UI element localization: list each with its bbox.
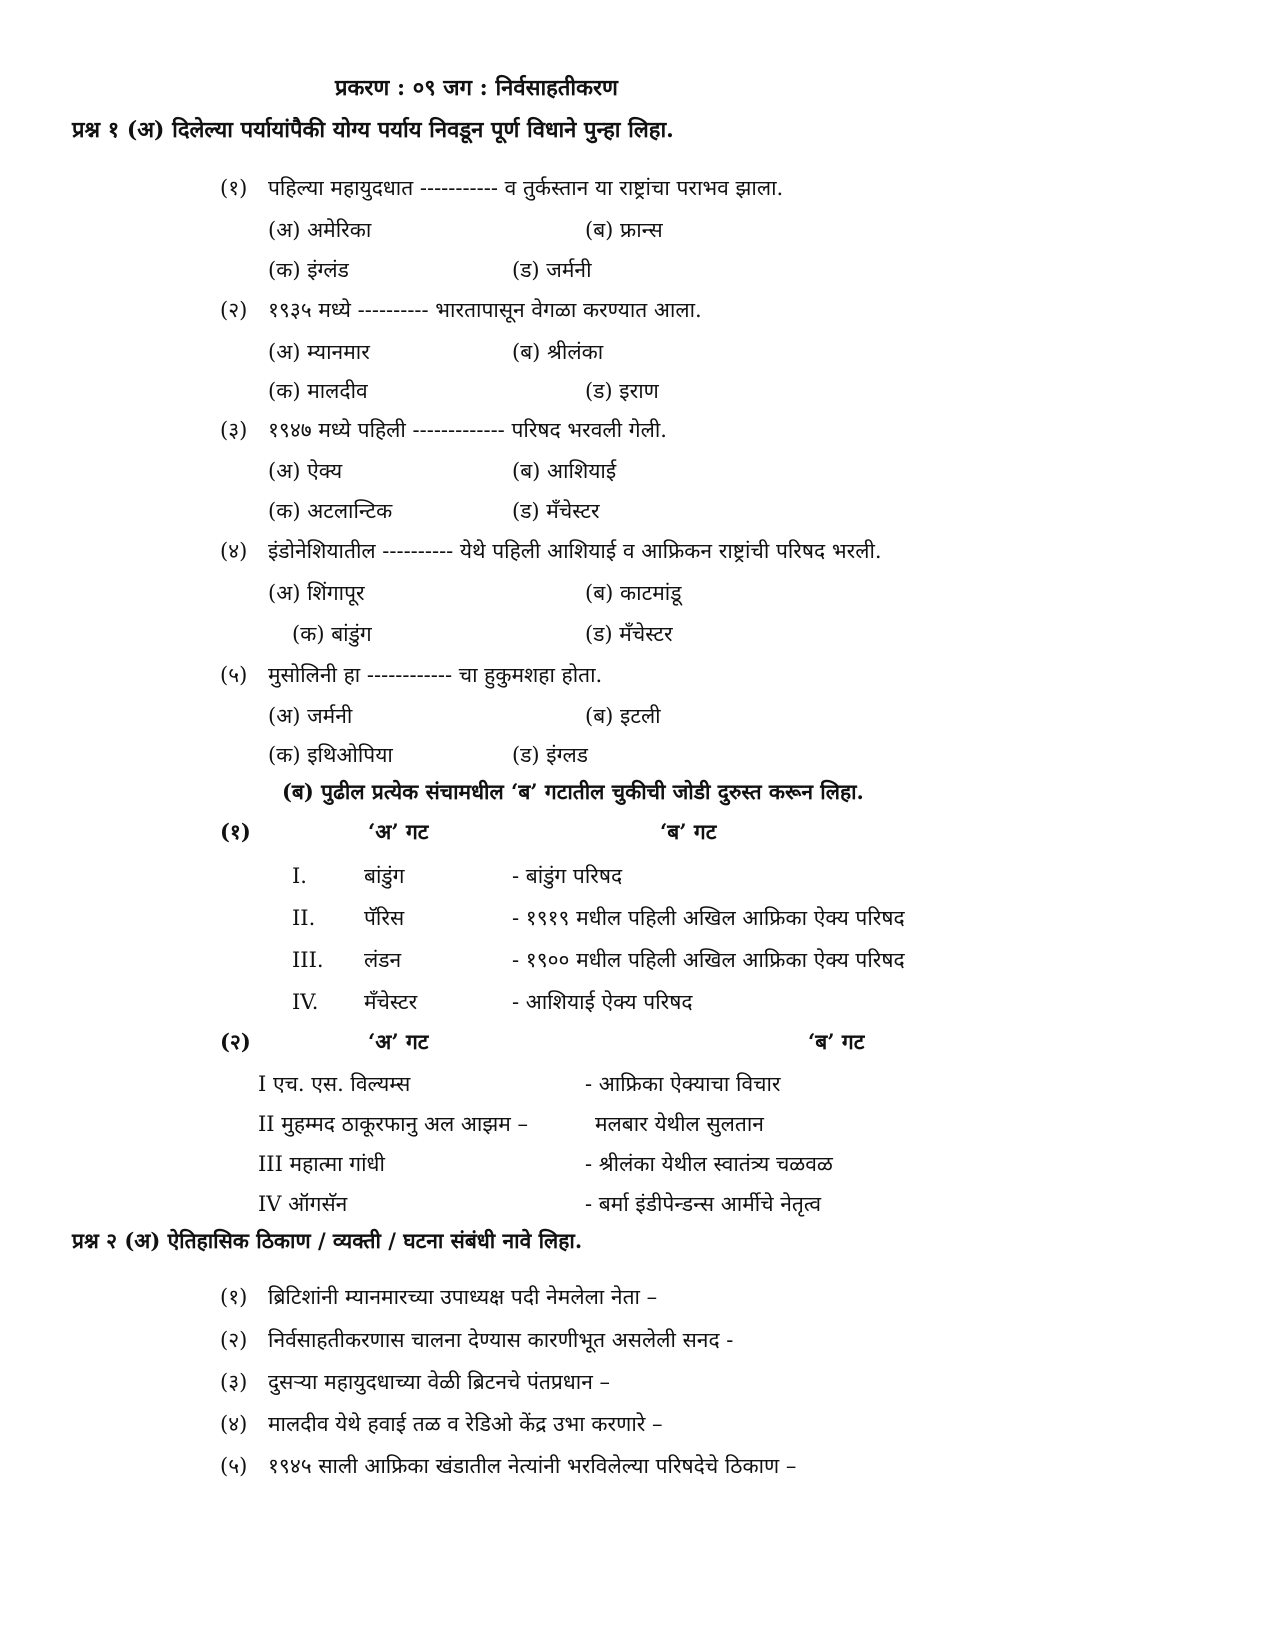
set2-col-b-header: ‘ब’ गट xyxy=(808,1029,865,1054)
q2-item-5-number: (५) xyxy=(220,1454,248,1478)
q1-item-4-option-c: (क) बांडुंग xyxy=(292,622,372,646)
set2-row-4-a: IV ऑगसॅन xyxy=(258,1192,348,1216)
set2-row-3-b: - श्रीलंका येथील स्वातंत्र्य चळवळ xyxy=(585,1152,833,1176)
set2-row-2-b: मलबार येथील सुलतान xyxy=(595,1112,764,1136)
q1-item-4-stem: इंडोनेशियातील ---------- येथे पहिली आशियाई व आफ्रिकन राष्ट्रांची परिषद भरली. xyxy=(268,539,882,563)
set1-row-3-roman: III. xyxy=(292,948,324,972)
set2-row-4-b: - बर्मा इंडीपेन्डन्स आर्मीचे नेतृत्व xyxy=(585,1192,822,1216)
q2-item-3-number: (३) xyxy=(220,1370,248,1394)
q2-item-4-number: (४) xyxy=(220,1412,248,1436)
q1-item-2-stem: १९३५ मध्ये ---------- भारतापासून वेगळा करण्यात आला. xyxy=(268,298,702,322)
q1-item-3-number: (३) xyxy=(220,418,248,442)
set1-col-b-header: ‘ब’ गट xyxy=(660,819,717,844)
q1b-heading: (ब) पुढील प्रत्येक संचामधील ‘ब’ गटातील चुकीची जोडी दुरुस्त करून लिहा. xyxy=(282,779,864,804)
q1-item-2-option-b: (ब) श्रीलंका xyxy=(512,340,604,364)
q1-item-1-option-d: (ड) जर्मनी xyxy=(512,258,592,282)
set2-row-3-a: III महात्मा गांधी xyxy=(258,1152,385,1176)
q1-item-5-option-b: (ब) इटली xyxy=(585,704,661,728)
q1-item-2-option-c: (क) मालदीव xyxy=(268,379,368,403)
set1-number: (१) xyxy=(220,819,251,844)
q1-item-3-stem: १९४७ मध्ये पहिली ------------- परिषद भरवली गेली. xyxy=(268,418,667,442)
q1-item-2-option-d: (ड) इराण xyxy=(585,379,659,403)
q1-item-3-option-c: (क) अटलान्टिक xyxy=(268,499,393,523)
q1-item-5-stem: मुसोलिनी हा ------------ चा हुकुमशहा होता. xyxy=(268,663,603,687)
q1-item-4-option-a: (अ) शिंगापूर xyxy=(268,581,365,605)
q1-item-4-number: (४) xyxy=(220,539,248,563)
q1-item-5-option-c: (क) इथिओपिया xyxy=(268,743,393,767)
set2-row-1-a: I एच. एस. विल्यम्स xyxy=(258,1072,411,1096)
q2-item-1-text: ब्रिटिशांनी म्यानमारच्या उपाध्यक्ष पदी नेमलेला नेता – xyxy=(268,1285,658,1309)
q1-item-1-option-b: (ब) फ्रान्स xyxy=(585,218,663,242)
q2-item-5-text: १९४५ साली आफ्रिका खंडातील नेत्यांनी भरविलेल्या परिषदेचे ठिकाण – xyxy=(268,1454,797,1478)
set1-row-1-b: - बांडुंग परिषद xyxy=(512,864,623,888)
set1-row-4-roman: IV. xyxy=(292,990,319,1014)
set2-number: (२) xyxy=(220,1029,251,1054)
q1-item-4-option-b: (ब) काटमांडू xyxy=(585,581,682,605)
q1-item-5-option-d: (ड) इंग्लड xyxy=(512,743,588,767)
q1-item-3-option-a: (अ) ऐक्य xyxy=(268,459,343,483)
set1-row-4-a: मँचेस्टर xyxy=(364,990,418,1014)
set1-row-1-a: बांडुंग xyxy=(364,864,405,888)
set1-row-2-b: - १९१९ मधील पहिली अखिल आफ्रिका ऐक्य परिषद xyxy=(512,906,905,930)
set2-row-1-b: - आफ्रिका ऐक्याचा विचार xyxy=(585,1072,781,1096)
q1-item-1-option-a: (अ) अमेरिका xyxy=(268,218,372,242)
q1-item-5-number: (५) xyxy=(220,663,248,687)
chapter-title: प्रकरण : ०९ जग : निर्वसाहतीकरण xyxy=(335,75,618,101)
set1-row-3-a: लंडन xyxy=(364,948,402,972)
set1-row-4-b: - आशियाई ऐक्य परिषद xyxy=(512,990,693,1014)
q2-item-4-text: मालदीव येथे हवाई तळ व रेडिओ केंद्र उभा करणारे – xyxy=(268,1412,663,1436)
q1-heading: प्रश्न १ (अ) दिलेल्या पर्यायांपैकी योग्य पर्याय निवडून पूर्ण विधाने पुन्हा लिहा. xyxy=(72,117,674,143)
set1-col-a-header: ‘अ’ गट xyxy=(368,819,429,844)
q1-item-3-option-d: (ड) मँचेस्टर xyxy=(512,499,600,523)
q1-item-1-stem: पहिल्या महायुदधात ----------- व तुर्कस्तान या राष्ट्रांचा पराभव झाला. xyxy=(268,176,784,200)
set1-row-2-a: पॅरिस xyxy=(364,906,405,930)
q2-item-3-text: दुसऱ्या महायुदधाच्या वेळी ब्रिटनचे पंतप्रधान – xyxy=(268,1370,611,1394)
set1-row-1-roman: I. xyxy=(292,864,307,888)
set2-row-2-a: II मुहम्मद ठाकूरफानु अल आझम – xyxy=(258,1112,528,1136)
q1-item-1-number: (१) xyxy=(220,176,248,200)
q1-item-1-option-c: (क) इंग्लंड xyxy=(268,258,349,282)
q2-item-2-text: निर्वसाहतीकरणास चालना देण्यास कारणीभूत असलेली सनद - xyxy=(268,1328,734,1352)
set2-col-a-header: ‘अ’ गट xyxy=(368,1029,429,1054)
q1-item-4-option-d: (ड) मँचेस्टर xyxy=(585,622,673,646)
q2-item-1-number: (१) xyxy=(220,1285,248,1309)
set1-row-2-roman: II. xyxy=(292,906,316,930)
q2-item-2-number: (२) xyxy=(220,1328,248,1352)
q1-item-2-number: (२) xyxy=(220,298,248,322)
q1-item-2-option-a: (अ) म्यानमार xyxy=(268,340,370,364)
q1-item-5-option-a: (अ) जर्मनी xyxy=(268,704,353,728)
q2-heading: प्रश्न २ (अ) ऐतिहासिक ठिकाण / व्यक्ती / घटना संबंधी नावे लिहा. xyxy=(72,1228,583,1253)
q1-item-3-option-b: (ब) आशियाई xyxy=(512,459,617,483)
set1-row-3-b: - १९०० मधील पहिली अखिल आफ्रिका ऐक्य परिषद xyxy=(512,948,905,972)
